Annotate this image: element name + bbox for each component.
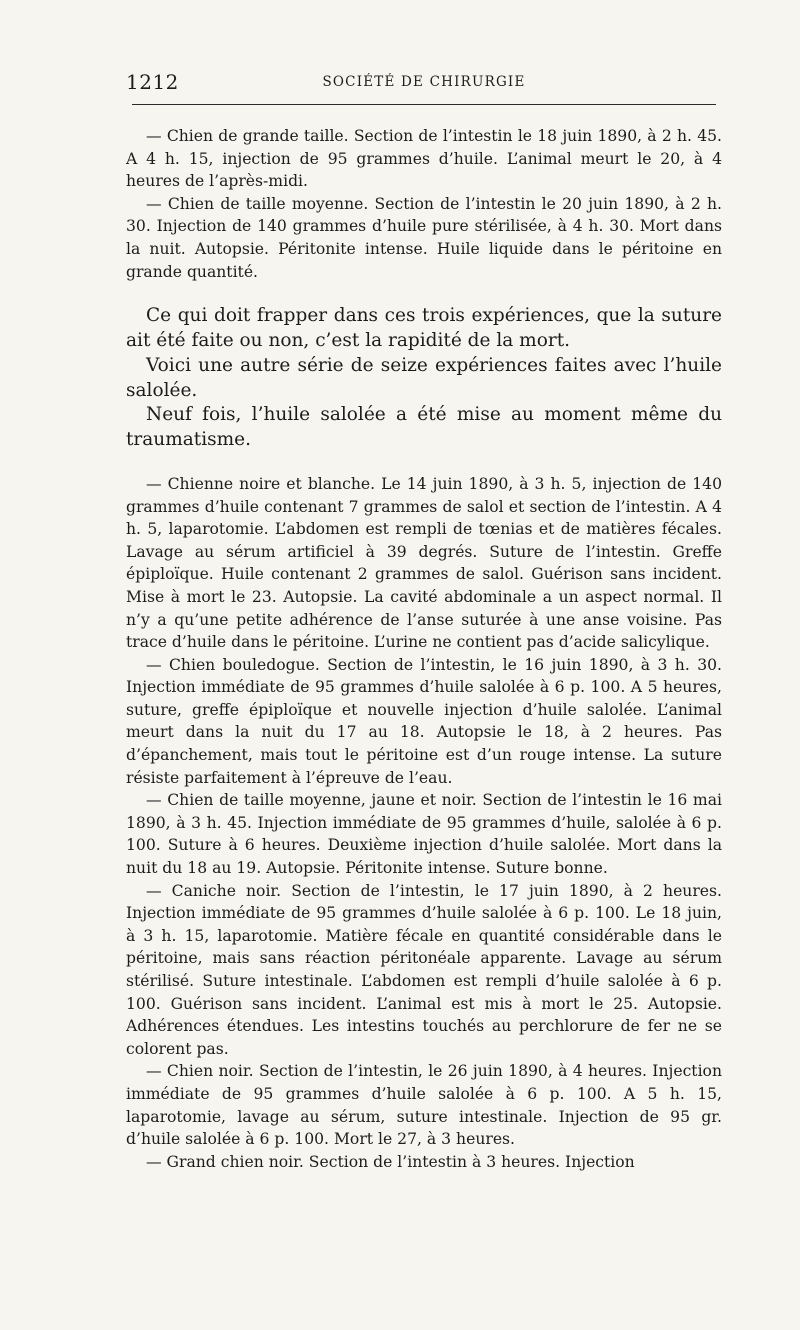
experiment-paragraph: — Caniche noir. Section de l’intestin, le 17 juin 1890, à 2 heures. Injection immédiate de 95 grammes d’huile salolée à 6 p. 100. Le 18 juin, à 3 h. 15, laparotomie. Matière fécale en quantité considérable dans le péritoine, mais sans réaction péritonéale apparente. Lavage au sérum stérilisé. Suture intestinale. L’abdomen est rempli d’huile salolée à 6 p. 100. Guérison sans incident. L’animal est mis à mort le 25. Autopsie. Adhérences étendues. Les intestins touchés au perchlorure de fer ne se colorent pas. [126,881,722,1058]
running-title: SOCIÉTÉ DE CHIRURGIE [322,74,526,90]
experiment-paragraph: — Chien bouledogue. Section de l’intestin, le 16 juin 1890, à 3 h. 30. Injection immédiate de 95 grammes d’huile salolée à 6 p. 100. A 5 heures, suture, greffe épiploïque et nouvelle injection d’huile salolée. L’animal meurt dans la nuit du 17 au 18. Autopsie le 18, à 2 heures. Pas d’épanchement, mais tout le péritoine est d’un rouge intense. La suture résiste parfaitement à l’épreuve de l’eau. [126,655,722,787]
page-number: 1212 [126,70,179,94]
header-rule [132,104,716,105]
experiment-paragraph: — Grand chien noir. Section de l’intestin à 3 heures. Injection [146,1152,635,1171]
book-page [126,64,722,1173]
experiment-paragraph: — Chien de taille moyenne. Section de l’intestin le 20 juin 1890, à 2 h. 30. Injection de 140 grammes d’huile pure stérilisée, à 4 h. 30. Mort dans la nuit. Autopsie. Péritonite intense. Huile liquide dans le péritoine en grande quantité. [126,194,722,281]
commentary-paragraph: Ce qui doit frapper dans ces trois expériences, que la suture ait été faite ou non, c’est la rapidité de la mort. [126,305,722,351]
experiment-paragraph: — Chien de grande taille. Section de l’intestin le 18 juin 1890, à 2 h. 45. A 4 h. 15, injection de 95 grammes d’huile. L’animal meurt le 20, à 4 heures de l’après-midi. [126,127,722,191]
commentary-paragraph: Neuf fois, l’huile salolée a été mise au moment même du traumatisme. [126,404,722,451]
page-header [126,64,722,98]
experiment-list-1 [126,125,722,283]
commentary-paragraph: Voici une autre série de seize expériences faites avec l’huile salolée. [126,354,722,401]
commentary [126,304,722,453]
experiment-list-2 [126,473,722,1173]
experiment-paragraph: — Chienne noire et blanche. Le 14 juin 1890, à 3 h. 5, injection de 140 grammes d’huile contenant 7 grammes de salol et section de l’intestin. A 4 h. 5, laparotomie. L’abdomen est rempli de tœnias et de matières fécales. Lavage au sérum artificiel à 39 degrés. Suture de l’intestin. Greffe épiploïque. Huile contenant 2 grammes de salol. Guérison sans incident. Mise à mort le 23. Autopsie. La cavité abdominale a un aspect normal. Il n’y a qu’une petite adhérence de l’anse suturée à une anse voisine. Pas trace d’huile dans le péritoine. L’urine ne contient pas d’acide salicylique. [126,474,722,652]
experiment-paragraph: — Chien noir. Section de l’intestin, le 26 juin 1890, à 4 heures. Injection immédiate de 95 grammes d’huile salolée à 6 p. 100. A 5 h. 15, laparotomie, lavage au sérum, suture intestinale. Injection de 95 gr. d’huile salolée à 6 p. 100. Mort le 27, à 3 heures. [126,1062,722,1149]
experiment-paragraph: — Chien de taille moyenne, jaune et noir. Section de l’intestin le 16 mai 1890, à 3 h. 45. Injection immédiate de 95 grammes d’huile, salolée à 6 p. 100. Suture à 6 heures. Deuxième injection d’huile salolée. Mort dans la nuit du 18 au 19. Autopsie. Péritonite intense. Suture bonne. [126,791,722,878]
